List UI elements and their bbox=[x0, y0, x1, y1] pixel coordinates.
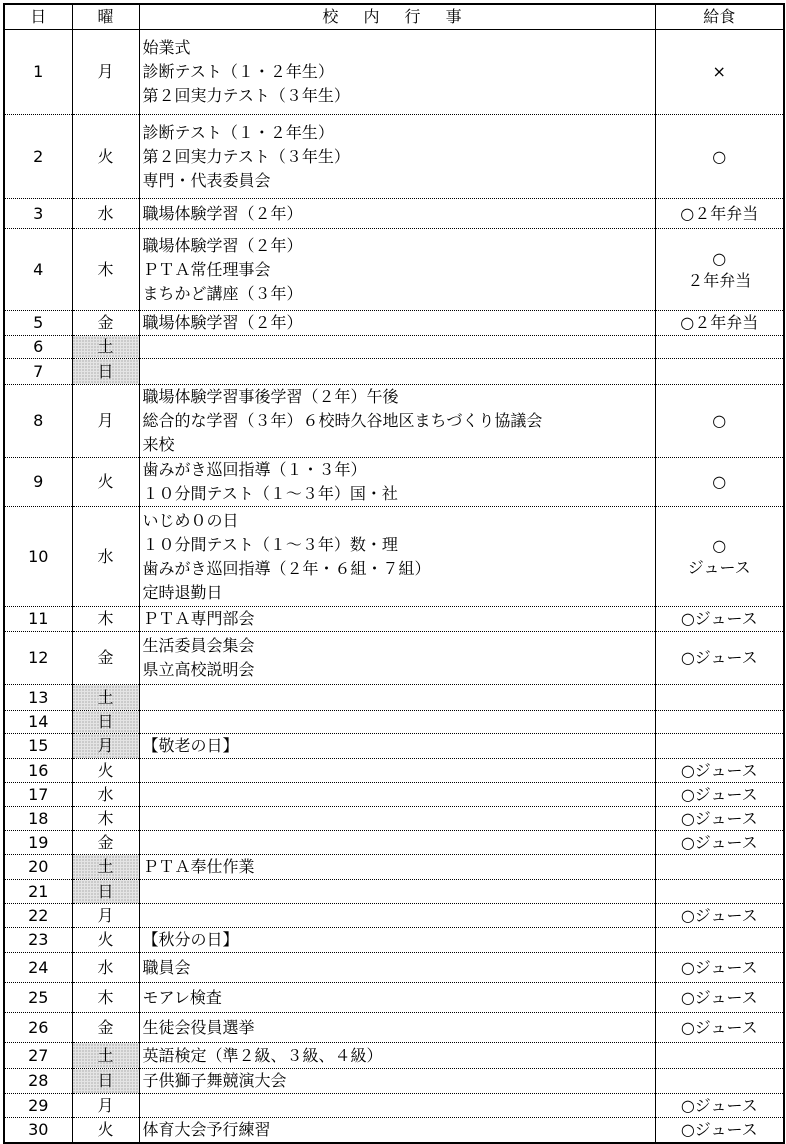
calendar-row bbox=[4, 759, 784, 783]
weekday: 金 bbox=[72, 1013, 139, 1043]
events-cell bbox=[139, 607, 655, 632]
events-cell bbox=[139, 1013, 655, 1043]
event-line: モアレ検査 bbox=[142, 987, 222, 1007]
weekday: 火 bbox=[72, 1118, 139, 1144]
calendar-row bbox=[4, 855, 784, 880]
events-cell bbox=[139, 783, 655, 807]
lunch-cell bbox=[655, 759, 784, 783]
events-cell bbox=[139, 953, 655, 983]
weekday: 金 bbox=[72, 632, 139, 685]
weekday: 月 bbox=[72, 1094, 139, 1118]
weekday: 火 bbox=[72, 115, 139, 199]
weekday: 土 bbox=[72, 1043, 139, 1069]
lunch-cell bbox=[655, 359, 784, 385]
event-line: 総合的な学習（３年）６校時久谷地区まちづくり協議会 bbox=[142, 411, 543, 430]
lunch-cell bbox=[655, 311, 784, 336]
calendar-row bbox=[4, 904, 784, 928]
day-number: 26 bbox=[4, 1013, 72, 1043]
header-events: 校 内 行 事 bbox=[139, 4, 655, 30]
weekday: 日 bbox=[72, 1069, 139, 1094]
events-cell bbox=[139, 759, 655, 783]
event-line: 生活委員会集会 bbox=[142, 636, 255, 655]
lunch-line: ○ジュース bbox=[680, 1017, 758, 1037]
lunch-line: ○ジュース bbox=[680, 832, 758, 852]
lunch-cell bbox=[655, 953, 784, 983]
event-line: 定時退勤日 bbox=[142, 582, 223, 602]
event-line: 職場体験学習（２年） bbox=[142, 313, 303, 332]
weekday: 土 bbox=[72, 855, 139, 880]
weekday: 水 bbox=[72, 199, 139, 229]
lunch-line: ○ bbox=[712, 472, 727, 491]
weekday: 月 bbox=[72, 904, 139, 928]
events-cell bbox=[139, 855, 655, 880]
calendar-row bbox=[4, 928, 784, 953]
lunch-cell bbox=[655, 983, 784, 1013]
lunch-cell bbox=[655, 1043, 784, 1069]
day-number: 18 bbox=[4, 807, 72, 831]
events-cell bbox=[139, 807, 655, 831]
lunch-cell bbox=[655, 1013, 784, 1043]
weekday: 月 bbox=[72, 30, 139, 115]
calendar-row bbox=[4, 199, 784, 229]
event-line: 【秋分の日】 bbox=[142, 930, 239, 949]
calendar-row bbox=[4, 953, 784, 983]
weekday: 水 bbox=[72, 953, 139, 983]
calendar-row bbox=[4, 1043, 784, 1069]
header-weekday: 曜 bbox=[72, 4, 139, 30]
day-number: 4 bbox=[4, 229, 72, 311]
school-calendar-table bbox=[3, 3, 785, 1144]
event-line: ＰＴＡ専門部会 bbox=[142, 609, 255, 628]
calendar-row bbox=[4, 831, 784, 855]
lunch-cell bbox=[655, 855, 784, 880]
event-line: 体育大会予行練習 bbox=[142, 1120, 271, 1139]
weekday: 火 bbox=[72, 928, 139, 953]
calendar-body bbox=[4, 30, 784, 1144]
event-line: 専門・代表委員会 bbox=[142, 170, 271, 190]
day-number: 11 bbox=[4, 607, 72, 632]
calendar-row bbox=[4, 311, 784, 336]
calendar-row bbox=[4, 632, 784, 685]
lunch-line: ○ジュース bbox=[680, 957, 758, 977]
calendar-row bbox=[4, 359, 784, 385]
event-line: 第２回実力テスト（３年生） bbox=[142, 86, 350, 105]
lunch-line: ○２年弁当 bbox=[680, 313, 759, 332]
event-line: ＰＴＡ常任理事会 bbox=[142, 259, 271, 279]
lunch-cell bbox=[655, 711, 784, 734]
day-number: 7 bbox=[4, 359, 72, 385]
event-line: 第２回実力テスト（３年生） bbox=[142, 146, 350, 166]
lunch-cell bbox=[655, 507, 784, 607]
event-line: 職場体験学習事後学習（２年）午後 bbox=[142, 387, 399, 406]
day-number: 24 bbox=[4, 953, 72, 983]
lunch-line: ○ bbox=[712, 411, 727, 430]
lunch-cell bbox=[655, 783, 784, 807]
events-cell bbox=[139, 831, 655, 855]
lunch-line: × bbox=[712, 62, 726, 81]
lunch-cell bbox=[655, 880, 784, 904]
weekday: 水 bbox=[72, 783, 139, 807]
event-line: 職場体験学習（２年） bbox=[142, 235, 303, 255]
day-number: 20 bbox=[4, 855, 72, 880]
calendar-row bbox=[4, 783, 784, 807]
day-number: 17 bbox=[4, 783, 72, 807]
weekday: 火 bbox=[72, 759, 139, 783]
lunch-cell bbox=[655, 685, 784, 711]
weekday: 水 bbox=[72, 507, 139, 607]
event-line: ＰＴＡ奉仕作業 bbox=[142, 857, 255, 876]
lunch-cell bbox=[655, 199, 784, 229]
calendar-row bbox=[4, 1013, 784, 1043]
events-cell bbox=[139, 880, 655, 904]
day-number: 9 bbox=[4, 458, 72, 507]
lunch-line: ○ジュース bbox=[680, 760, 758, 780]
event-line: １０分間テスト（１～３年）国・社 bbox=[142, 484, 398, 503]
calendar-row bbox=[4, 507, 784, 607]
events-cell bbox=[139, 115, 655, 199]
events-cell bbox=[139, 336, 655, 359]
event-line: 【敬老の日】 bbox=[142, 736, 239, 755]
events-cell bbox=[139, 385, 655, 458]
header-lunch: 給食 bbox=[655, 4, 784, 30]
lunch-line: ○ジュース bbox=[680, 987, 758, 1007]
event-line: 診断テスト（１・２年生） bbox=[142, 62, 334, 81]
day-number: 15 bbox=[4, 734, 72, 759]
day-number: 5 bbox=[4, 311, 72, 336]
day-number: 6 bbox=[4, 336, 72, 359]
weekday: 月 bbox=[72, 385, 139, 458]
lunch-cell bbox=[655, 336, 784, 359]
event-line: 英語検定（準２級、３級、４級） bbox=[142, 1045, 383, 1065]
events-cell bbox=[139, 904, 655, 928]
lunch-cell bbox=[655, 1118, 784, 1144]
events-cell bbox=[139, 229, 655, 311]
day-number: 3 bbox=[4, 199, 72, 229]
lunch-line: ２年弁当 bbox=[687, 270, 752, 290]
day-number: 16 bbox=[4, 759, 72, 783]
day-number: 22 bbox=[4, 904, 72, 928]
lunch-line: ○ジュース bbox=[680, 1120, 758, 1139]
calendar-row bbox=[4, 607, 784, 632]
events-cell bbox=[139, 1043, 655, 1069]
weekday: 金 bbox=[72, 311, 139, 336]
weekday: 木 bbox=[72, 607, 139, 632]
weekday: 木 bbox=[72, 983, 139, 1013]
lunch-line: ○ジュース bbox=[680, 784, 758, 804]
events-cell bbox=[139, 311, 655, 336]
calendar-row bbox=[4, 229, 784, 311]
calendar-row bbox=[4, 1069, 784, 1094]
calendar-row bbox=[4, 734, 784, 759]
weekday: 金 bbox=[72, 831, 139, 855]
events-cell bbox=[139, 711, 655, 734]
lunch-line: ○ジュース bbox=[680, 808, 758, 828]
day-number: 10 bbox=[4, 507, 72, 607]
event-line: 職員会 bbox=[142, 957, 191, 977]
calendar-row bbox=[4, 1094, 784, 1118]
weekday: 月 bbox=[72, 734, 139, 759]
lunch-cell bbox=[655, 607, 784, 632]
lunch-cell bbox=[655, 30, 784, 115]
weekday: 木 bbox=[72, 807, 139, 831]
event-line: 県立高校説明会 bbox=[142, 660, 255, 679]
day-number: 29 bbox=[4, 1094, 72, 1118]
events-cell bbox=[139, 734, 655, 759]
weekday: 日 bbox=[72, 359, 139, 385]
events-cell bbox=[139, 30, 655, 115]
header-day: 日 bbox=[4, 4, 72, 30]
lunch-cell bbox=[655, 734, 784, 759]
day-number: 2 bbox=[4, 115, 72, 199]
event-line: 職場体験学習（２年） bbox=[142, 203, 303, 223]
day-number: 19 bbox=[4, 831, 72, 855]
lunch-cell bbox=[655, 458, 784, 507]
day-number: 13 bbox=[4, 685, 72, 711]
lunch-line: ○ジュース bbox=[680, 648, 758, 667]
events-cell bbox=[139, 1094, 655, 1118]
weekday: 火 bbox=[72, 458, 139, 507]
lunch-cell bbox=[655, 1069, 784, 1094]
event-line: 歯みがき巡回指導（２年・６組・７組） bbox=[142, 558, 431, 578]
event-line: 歯みがき巡回指導（１・３年） bbox=[142, 460, 367, 479]
day-number: 8 bbox=[4, 385, 72, 458]
day-number: 14 bbox=[4, 711, 72, 734]
lunch-cell bbox=[655, 904, 784, 928]
day-number: 27 bbox=[4, 1043, 72, 1069]
events-cell bbox=[139, 928, 655, 953]
lunch-line: ジュース bbox=[687, 557, 751, 577]
lunch-cell bbox=[655, 928, 784, 953]
events-cell bbox=[139, 199, 655, 229]
weekday: 木 bbox=[72, 229, 139, 311]
header-row bbox=[4, 4, 784, 30]
lunch-line: ○ジュース bbox=[680, 1095, 758, 1115]
events-cell bbox=[139, 1069, 655, 1094]
events-cell bbox=[139, 983, 655, 1013]
event-line: 診断テスト（１・２年生） bbox=[142, 122, 334, 142]
lunch-cell bbox=[655, 229, 784, 311]
lunch-cell bbox=[655, 807, 784, 831]
day-number: 25 bbox=[4, 983, 72, 1013]
calendar-row bbox=[4, 336, 784, 359]
calendar-row bbox=[4, 880, 784, 904]
lunch-cell bbox=[655, 632, 784, 685]
lunch-line: ○ bbox=[712, 146, 727, 166]
lunch-cell bbox=[655, 831, 784, 855]
calendar-row bbox=[4, 1118, 784, 1144]
event-line: 子供獅子舞競演大会 bbox=[142, 1071, 287, 1090]
calendar-row bbox=[4, 685, 784, 711]
lunch-cell bbox=[655, 385, 784, 458]
lunch-line: ○ bbox=[712, 248, 727, 268]
weekday: 土 bbox=[72, 336, 139, 359]
events-cell bbox=[139, 359, 655, 385]
weekday: 土 bbox=[72, 685, 139, 711]
events-cell bbox=[139, 1118, 655, 1144]
day-number: 12 bbox=[4, 632, 72, 685]
lunch-line: ○２年弁当 bbox=[680, 203, 759, 223]
event-line: １０分間テスト（１～３年）数・理 bbox=[142, 534, 398, 554]
calendar-row bbox=[4, 711, 784, 734]
event-line: いじめ０の日 bbox=[142, 510, 239, 530]
day-number: 23 bbox=[4, 928, 72, 953]
calendar-row bbox=[4, 807, 784, 831]
event-line: 来校 bbox=[142, 435, 175, 454]
calendar-row bbox=[4, 385, 784, 458]
calendar-row bbox=[4, 458, 784, 507]
lunch-line: ○ジュース bbox=[680, 609, 758, 628]
day-number: 21 bbox=[4, 880, 72, 904]
day-number: 30 bbox=[4, 1118, 72, 1144]
events-cell bbox=[139, 685, 655, 711]
weekday: 日 bbox=[72, 880, 139, 904]
calendar-row bbox=[4, 983, 784, 1013]
day-number: 1 bbox=[4, 30, 72, 115]
lunch-cell bbox=[655, 1094, 784, 1118]
events-cell bbox=[139, 507, 655, 607]
event-line: 始業式 bbox=[142, 38, 191, 57]
event-line: まちかど講座（３年） bbox=[142, 283, 303, 303]
weekday: 日 bbox=[72, 711, 139, 734]
events-cell bbox=[139, 632, 655, 685]
events-cell bbox=[139, 458, 655, 507]
calendar-row bbox=[4, 30, 784, 115]
calendar-row bbox=[4, 115, 784, 199]
lunch-line: ○ジュース bbox=[680, 905, 758, 925]
event-line: 生徒会役員選挙 bbox=[142, 1017, 255, 1037]
day-number: 28 bbox=[4, 1069, 72, 1094]
lunch-line: ○ bbox=[712, 535, 727, 555]
lunch-cell bbox=[655, 115, 784, 199]
